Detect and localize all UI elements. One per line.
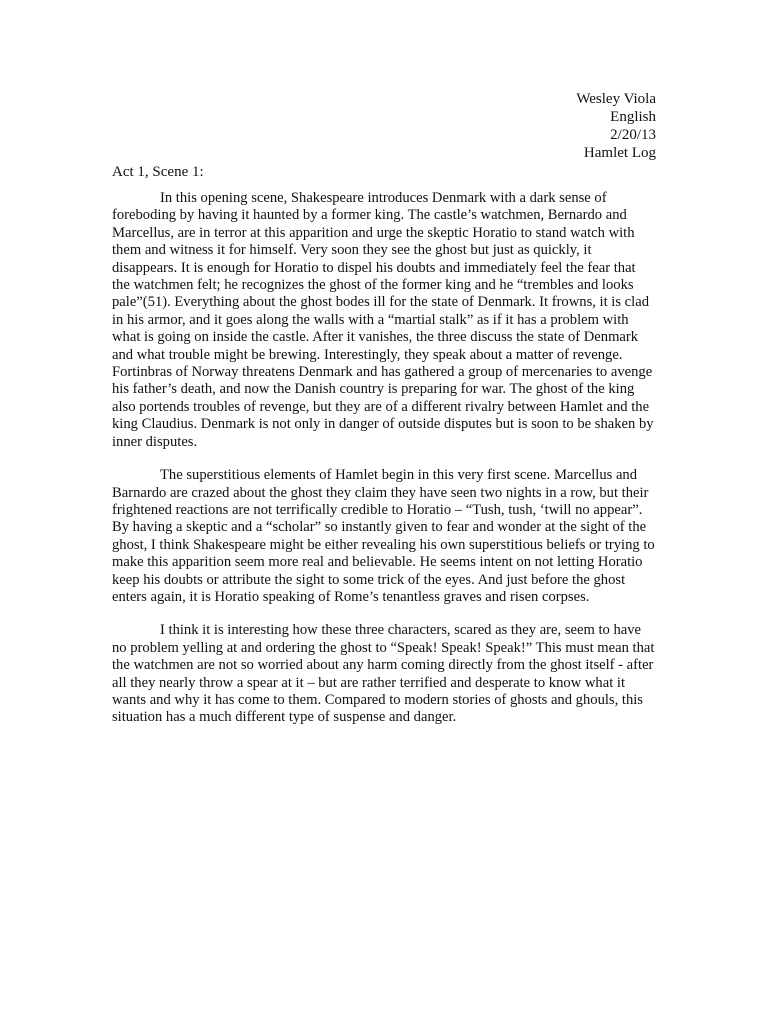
author-name: Wesley Viola [576, 91, 656, 107]
section-heading: Act 1, Scene 1: [112, 164, 204, 180]
document-body [112, 190, 657, 743]
body-paragraph-1: In this opening scene, Shakespeare introduces Denmark with a dark sense of foreboding by having it haunted by a former king. The castle’s watchmen, Bernardo and Marcellus, are in terror at this apparition and urge the skeptic Horatio to stand watch with them and witness it for himself. Very soon they see the ghost but just as quickly, it disappears. It is enough for Horatio to dispel his doubts and immediately feel the fear that the watchmen felt; he recognizes the ghost of the former king and he “trembles and looks pale”(51). Everything about the ghost bodes ill for the state of Denmark. It frowns, it is clad in his armor, and it goes along the walls with a “martial stalk” as if it has a problem with what is going on inside the castle. After it vanishes, the three discuss the state of Denmark and what trouble might be brewing. Interestingly, they speak about a matter of revenge. Fortinbras of Norway threatens Denmark and has gathered a group of mercenaries to avenge his father’s death, and now the Danish country is preparing for war. The ghost of the king also portends troubles of revenge, but they are of a different rivalry between Hamlet and the king Claudius. Denmark is not only in danger of outside disputes but is soon to be shaken by inner disputes. [112, 190, 654, 450]
document-date: 2/20/13 [610, 127, 656, 143]
document-title: Hamlet Log [583, 145, 656, 161]
body-paragraph-3: I think it is interesting how these three characters, scared as they are, seem to have no problem yelling at and ordering the ghost to “Speak! Speak! Speak!” This must mean that the watchmen are not so worried about any harm coming directly from the ghost itself - after all they nearly throw a spear at it – but are rather terrified and desperate to know what it wants and why it has come to them. Compared to modern stories of ghosts and ghouls, this situation has a much different type of suspense and danger. [112, 622, 655, 726]
course-name: English [610, 109, 656, 125]
document-header [576, 90, 656, 162]
body-paragraph-2: The superstitious elements of Hamlet begin in this very first scene. Marcellus and Barnardo are crazed about the ghost they claim they have seen two nights in a row, but their frightened reactions are not terrifically credible to Horatio – “Tush, tush, ‘twill no appear”. By having a skeptic and a “scholar” so instantly given to fear and wonder at the sight of the ghost, I think Shakespeare might be either revealing his own superstitious beliefs or trying to make this apparition seem more real and believable. He seems intent on not letting Horatio keep his doubts or attribute the sight to some trick of the eyes. And just before the ghost enters again, it is Horatio speaking of Rome’s tenantless graves and risen corpses. [112, 467, 655, 605]
